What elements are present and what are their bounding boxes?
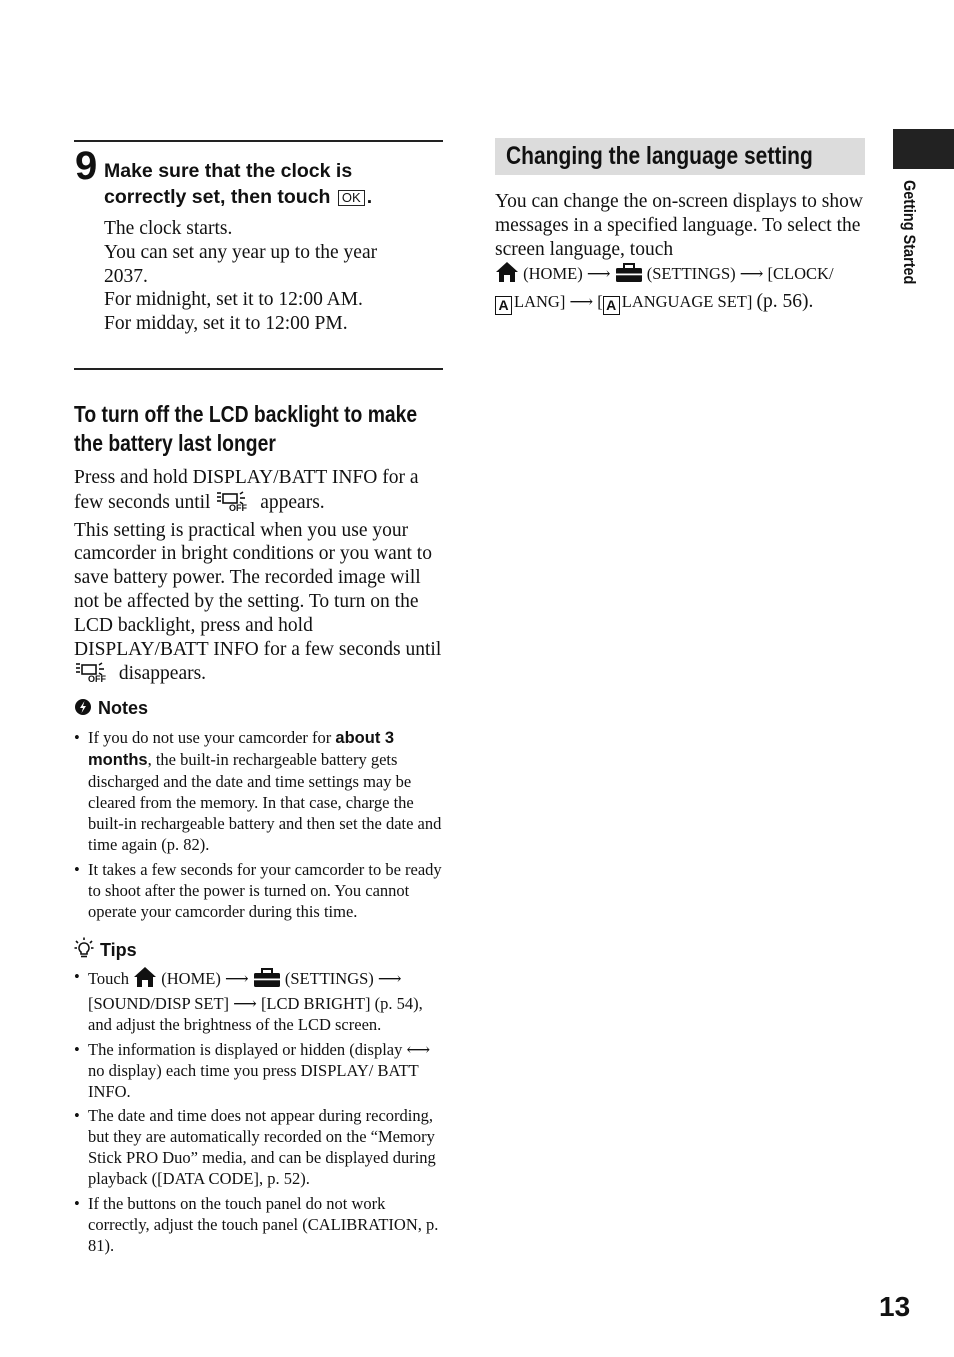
lcd-backlight-off-icon [74, 661, 114, 690]
language-set-label: LANGUAGE SET] [621, 292, 753, 312]
ok-button-icon: OK [338, 190, 365, 206]
lcd-title-line1: To turn off the LCD backlight to make [74, 401, 418, 427]
svg-text:OFF: OFF [229, 502, 248, 512]
note-text-end: , the built-in rechargeable battery gets discharged and the date and time settings may be cleared from the memory. In that case, charge the built-in rechargeable battery and then set the date and time again (p. 82). [88, 750, 442, 854]
step-heading-line2-text: correctly set, then touch [104, 186, 331, 208]
step-heading-line2 [104, 184, 444, 210]
notes-list [74, 727, 446, 925]
double-arrow-icon: ⟷ [406, 1039, 431, 1059]
language-body [495, 190, 867, 315]
step-body-line: For midday, set it to 12:00 PM. [104, 313, 348, 335]
tip-settings-label: (SETTINGS) [284, 969, 374, 988]
svg-text:OFF: OFF [88, 674, 106, 684]
settings-toolbox-icon [253, 968, 281, 993]
settings-toolbox-icon [615, 263, 643, 290]
step-heading-line1: Make sure that the clock is [104, 160, 353, 182]
list-item [74, 966, 446, 1035]
tip-text-end: (p. 54), and adjust the brightness of the LCD screen. [88, 994, 423, 1034]
arrow-right-icon: ⟶ [569, 292, 594, 312]
language-lang-label: LANG] [514, 292, 566, 312]
lcd-title-line2: the battery last longer [74, 430, 276, 456]
list-item: • If the buttons on the touch panel do not work correctly, adjust the touch panel (CALIBRATION, p. 81). [74, 1193, 446, 1256]
list-item: • The date and time does not appear during recording, but they are automatically recorded on the “Memory Stick PRO Duo” media, and can be displayed during playback ([DATA CODE], p. 52). [74, 1105, 446, 1189]
language-a-icon: A [495, 296, 512, 315]
lcd-section-title [74, 400, 514, 458]
step-body [104, 217, 424, 336]
list-item [74, 1039, 446, 1102]
tip-text: The information is displayed or hidden (display [88, 1039, 403, 1059]
language-body-text: You can change the on-screen displays to show messages in a specified language. To select the screen language, touch [495, 191, 863, 260]
tips-lightbulb-icon [74, 937, 94, 964]
top-rule-left [74, 140, 443, 142]
lcd-para2 [74, 519, 444, 691]
arrow-right-icon: ⟶ [586, 264, 611, 284]
lcd-para2-end: disappears. [118, 663, 207, 685]
notes-icon [74, 698, 92, 721]
tip-text: Touch [88, 969, 130, 988]
step-number: 9 [75, 144, 98, 188]
lcd-para2-text: This setting is practical when you use your camcorder in bright conditions or you want to save battery power. The recorded image will not be affected by the setting. To turn on the LCD backlight, press and hold DISPLAY/BATT INFO for a few seconds until [74, 519, 442, 660]
lcd-para1 [74, 466, 444, 519]
side-tab-label: Getting Started [900, 180, 919, 285]
tip-sound-label: [SOUND/DISP SET] [88, 994, 230, 1013]
notes-title: Notes [98, 698, 149, 718]
note-bold: about 3 months [88, 729, 395, 769]
lcd-para1-end: appears. [260, 491, 325, 513]
arrow-right-icon: ⟶ [233, 994, 257, 1013]
tips-header [74, 937, 137, 964]
language-heading-bar [495, 138, 865, 175]
tip-text-end: no display) each time you press DISPLAY/ BATT INFO. [88, 1060, 419, 1101]
tips-list [74, 966, 446, 1259]
list-item [74, 727, 446, 855]
tips-title: Tips [100, 940, 137, 960]
step-heading-period: . [366, 186, 373, 208]
step-body-line: The clock starts. [104, 218, 233, 239]
step-heading [104, 158, 444, 210]
lcd-para1-text: Press and hold DISPLAY/BATT INFO for a few seconds until [74, 467, 419, 513]
language-a-icon: A [603, 296, 620, 315]
side-tab-label-wrap [897, 180, 919, 310]
home-icon [133, 966, 157, 993]
note-text: If you do not use your camcorder for [88, 728, 336, 747]
arrow-right-icon: ⟶ [224, 969, 249, 988]
language-bracket: [ [597, 292, 603, 312]
step-body-line: You can set any year up to the year 2037. [104, 241, 378, 287]
step-body-line: For midnight, set it to 12:00 AM. [104, 289, 363, 311]
arrow-right-icon: ⟶ [377, 969, 402, 988]
language-page-ref: (p. 56). [756, 291, 814, 313]
notes-header [74, 697, 148, 721]
list-item: • It takes a few seconds for your camcorder to be ready to shoot after the power is turned on. You cannot operate your camcorder during this time. [74, 859, 446, 922]
language-settings-label: (SETTINGS) [646, 264, 736, 284]
tip-lcd-label: [LCD BRIGHT] [260, 994, 371, 1013]
language-home-label: (HOME) [523, 264, 583, 284]
home-icon [495, 261, 519, 290]
lcd-backlight-off-icon [215, 490, 255, 519]
language-heading: Changing the language setting [506, 142, 813, 170]
lcd-section-body [74, 466, 444, 690]
language-clock-label: [CLOCK/ [767, 264, 834, 284]
arrow-right-icon: ⟶ [739, 264, 764, 284]
tip-home-label: (HOME) [161, 969, 221, 988]
section-rule [74, 368, 443, 370]
side-tab-block [893, 129, 954, 169]
language-path [495, 261, 867, 315]
page-number: 13 [879, 1291, 911, 1322]
